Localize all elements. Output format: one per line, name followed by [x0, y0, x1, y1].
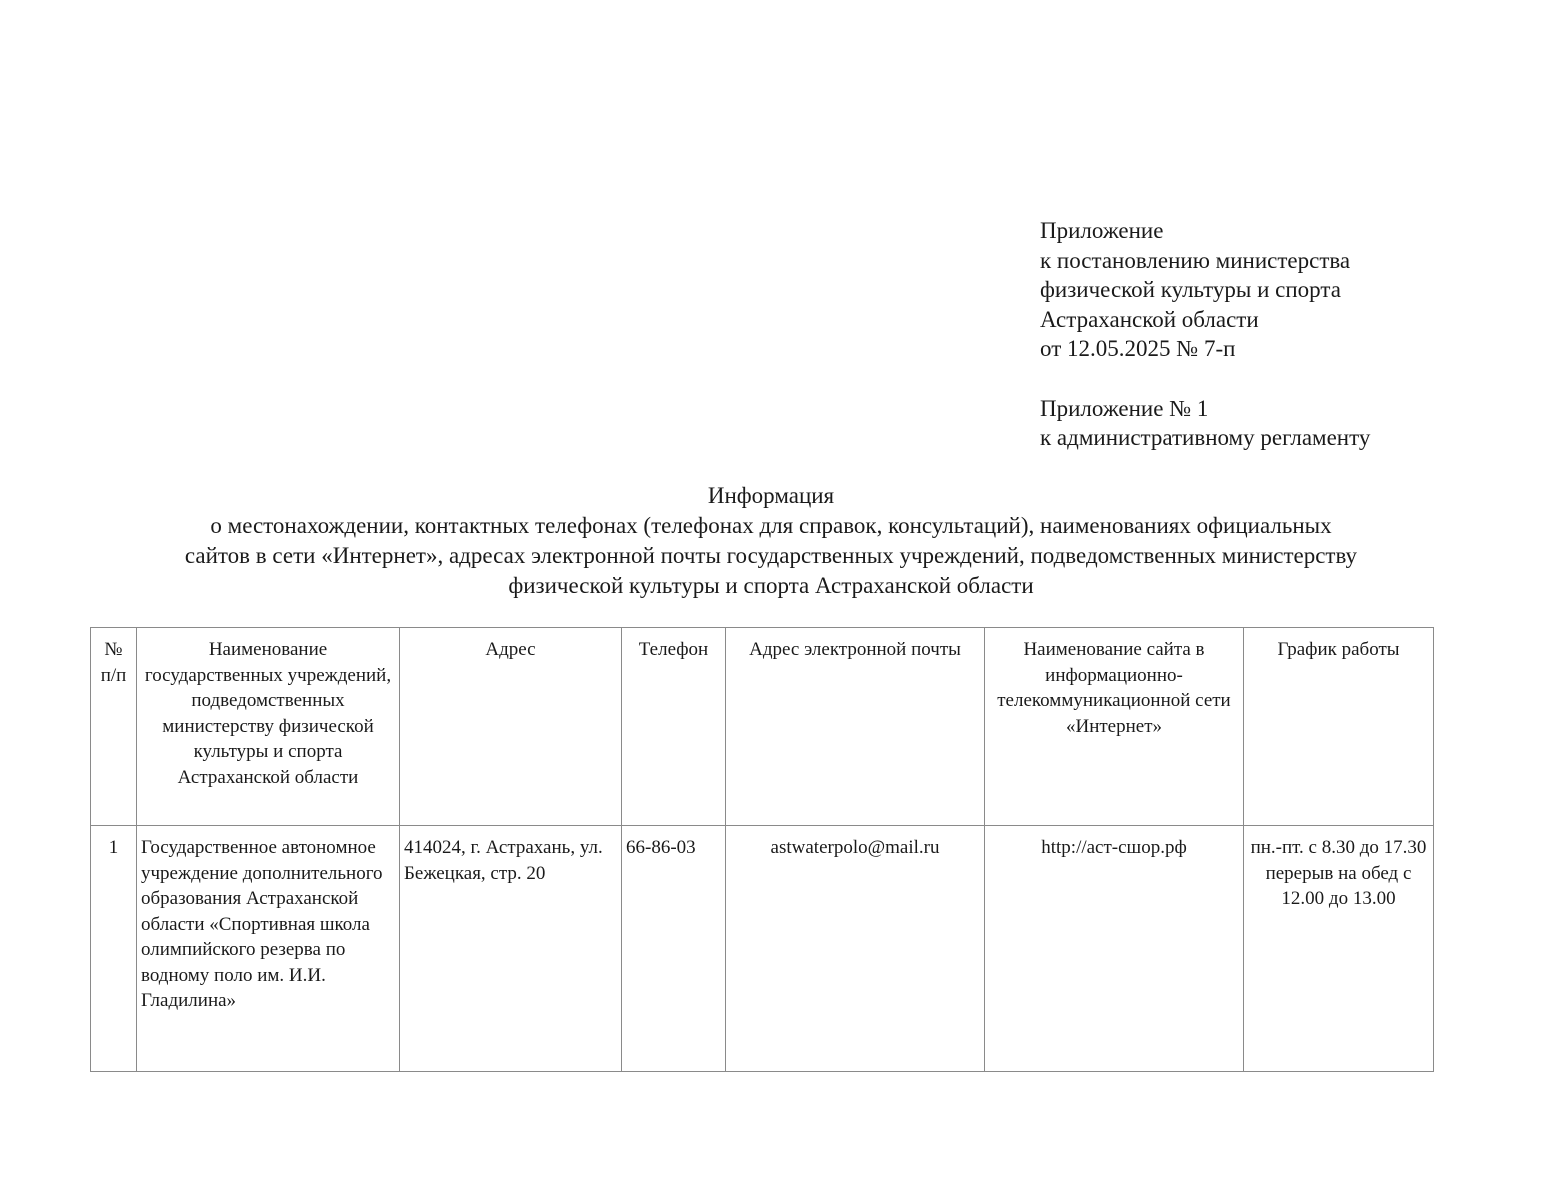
- heading-line: физической культуры и спорта Астраханской области: [508, 573, 1034, 598]
- header-schedule: График работы: [1244, 628, 1434, 826]
- heading-line: сайтов в сети «Интернет», адресах электронной почты государственных учреждений, подведомственных министерству: [184, 543, 1358, 568]
- appendix-number: Приложение № 1: [1040, 395, 1209, 421]
- institutions-table: [90, 627, 1434, 1072]
- table-row: [91, 826, 1434, 1072]
- appendix-block: [1040, 216, 1460, 453]
- appendix-date-number: от 12.05.2025 № 7-п: [1040, 336, 1236, 361]
- cell-address: 414024, г. Астрахань, ул. Бежецкая, стр. 20: [400, 826, 622, 1072]
- cell-institution-name: Государственное автономное учреждение дополнительного образования Астраханской области «Спортивная школа олимпийского резерва по водному поло им. И.И. Гладилина»: [137, 826, 400, 1072]
- header-address: Адрес: [400, 628, 622, 826]
- appendix-line: Астраханской области: [1040, 306, 1259, 332]
- appendix-line: к постановлению министерства: [1040, 247, 1351, 273]
- document-title: Информация: [707, 483, 835, 508]
- cell-email: astwaterpolo@mail.ru: [726, 826, 985, 1072]
- spacer: [1040, 364, 1460, 394]
- header-website: Наименование сайта в информационно-телекоммуникационной сети «Интернет»: [985, 628, 1244, 826]
- header-phone: Телефон: [622, 628, 726, 826]
- cell-number: 1: [91, 826, 137, 1072]
- document-heading: [90, 481, 1452, 601]
- appendix-line: физической культуры и спорта: [1040, 277, 1341, 302]
- header-email: Адрес электронной почты: [726, 628, 985, 826]
- appendix-reference: к административному регламенту: [1040, 425, 1371, 450]
- cell-phone: 66-86-03: [622, 826, 726, 1072]
- table-header-row: [91, 628, 1434, 826]
- header-number: № п/п: [91, 628, 137, 826]
- cell-website: http://аст-сшор.рф: [985, 826, 1244, 1072]
- header-institution-name: Наименование государственных учреждений, подведомственных министерству физической культуры и спорта Астраханской области: [137, 628, 400, 826]
- appendix-line: Приложение: [1040, 218, 1164, 243]
- cell-schedule: пн.-пт. с 8.30 до 17.30 перерыв на обед с 12.00 до 13.00: [1244, 826, 1434, 1072]
- heading-line: о местонахождении, контактных телефонах (телефонах для справок, консультаций), наименованиях официальных: [210, 513, 1332, 538]
